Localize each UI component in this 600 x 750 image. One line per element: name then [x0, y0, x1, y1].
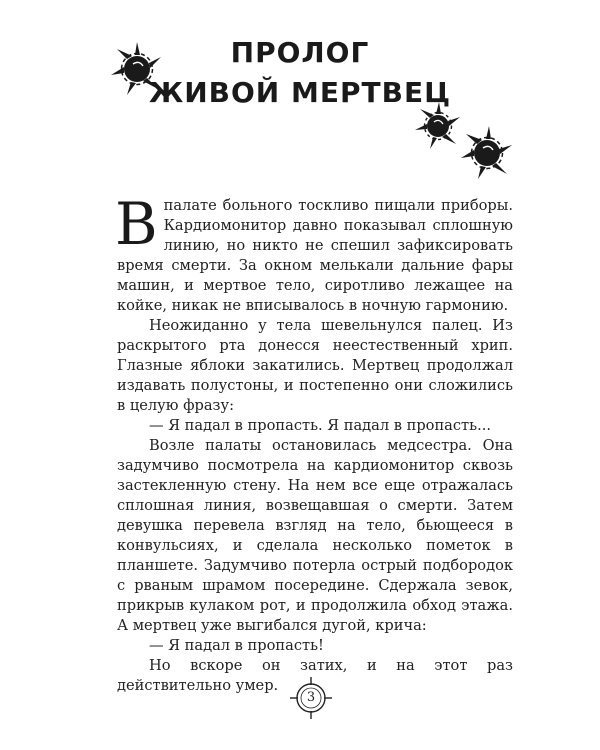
chapter-label: ПРОЛОГ — [230, 36, 370, 69]
drop-cap: В — [115, 190, 158, 258]
chapter-body — [115, 190, 513, 696]
paragraph: Возле палаты остановилась медсестра. Она задумчиво посмотрела на кардиомонитор сквозь застекленную стену. На нем все еще отражалась сплошная линия, возвещавшая о смерти. Затем девушка перевела взгляд на тело, бьющееся в конвульсиях, и сделала несколько пометок в планшете. Задумчиво потерла острый подбородок с рваным шрамом посередине. Сдержала зевок, прикрыв кулаком рот, и продолжила обход этажа. А мертвец уже выгибался дугой, крича: — [117, 437, 513, 634]
chapter-title: ЖИВОЙ МЕРТВЕЦ — [148, 76, 452, 109]
page-number: 3 — [306, 690, 316, 705]
paragraph — [115, 190, 513, 316]
bullet-hole-icon — [458, 124, 516, 182]
paragraph: Но вскоре он затих, и на этот раз действительно умер. — [117, 657, 513, 694]
paragraph-text: палате больного тоскливо пищали приборы. Кардиомонитор давно показывал сплошную линию, но никто не спешил зафиксировать время смерти. За окном мелькали дальние фары машин, и мертвое тело, сиротливо лежащее на койке, никак не вписывалось в ночную гармонию. — [117, 197, 513, 314]
paragraph: — Я падал в пропасть. Я падал в пропасть... — [149, 417, 491, 434]
paragraph: Неожиданно у тела шевельнулся палец. Из раскрытого рта донесся неестественный хрип. Глазные яблоки закатились. Мертвец продолжал издавать полустоны, и постепенно они сложились в целую фразу: — [117, 317, 513, 414]
paragraph: — Я падал в пропасть! — [149, 637, 324, 654]
